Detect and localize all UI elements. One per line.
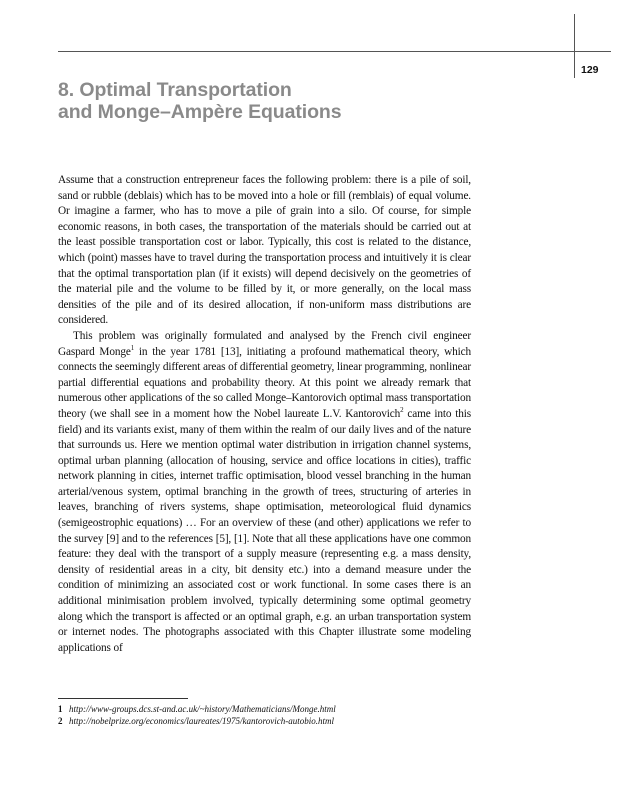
body-text [58,173,471,656]
footnotes [58,703,528,727]
paragraph-2-part2: in the year 1781 [13], initiating a profound mathematical theory, which connects the seemingly different areas of differential geometry, linear programming, nonlinear partial differential equations and probability theory. At this point we already remark that numerous other applications of the so called Monge–Kantorovich optimal mass transportation theory (we shall see in a moment how the Nobel laureate L.V. Kantorovich [58,345,471,420]
footnote-number: 1 [58,704,63,714]
footnote-1 [58,703,528,715]
paragraph-2 [58,329,471,656]
footnote-link[interactable]: http://nobelprize.org/economics/laureates/1975/kantorovich-autobio.html [69,716,334,726]
paragraph-2-part1: This problem was originally formulated and analysed by the French civil engineer Gaspard Monge [58,329,471,358]
footnote-number: 2 [58,716,63,726]
footnote-link[interactable]: http://www-groups.dcs.st-and.ac.uk/~history/Mathematicians/Monge.html [69,704,336,714]
header-vertical-rule [574,14,575,78]
footnote-ref-1[interactable]: 1 [130,343,135,352]
page-number: 129 [581,64,599,76]
paragraph-1: Assume that a construction entrepreneur faces the following problem: there is a pile of soil, sand or rubble (deblais) which has to be moved into a hole or fill (remblais) of equal volume. Or imagine a farmer, who has to move a pile of grain into a silo. Of course, for simple economic reasons, in both cases, the transportation of the materials should be carried out at the least possible transportation cost or labor. Typically, this cost is related to the distance, which (point) masses have to travel during the transportation process and intuitively it is clear that the optimal transportation plan (if it exists) will depend decisively on the geometries of the material pile and the volume to be filled by it, or more generally, on the local mass densities of the pile and of its desired allocation, if non-uniform mass distributions are considered. [58,174,471,327]
footnote-ref-2[interactable]: 2 [400,406,404,415]
paragraph-2-part3: came into this field) and its variants exist, many of them within the realm of our daily lives and of the nature that surrounds us. Here we mention optimal water distribution in irrigation channel systems, optimal urban planning (allocation of housing, service and office locations in cities), traffic network planning in cities, internet traffic optimisation, blood vessel branching in the human arterial/venous system, optimal branching in the growth of trees, structuring of arteries in leaves, branching of rivers systems, shape optimisation, meteorological fluid dynamics (semigeostrophic equations) … For an overview of these (and other) applications we refer to the survey [9] and to the references [5], [1]. Note that all these applications have one common feature: they deal with the transport of a supply measure (representing e.g. a mass density, density of residential areas in a city, bit density etc.) into a demand measure under the condition of minimizing an associated cost or work functional. In some cases there is an additional minimisation problem involved, typically determining some optimal geometry along which the transport is affected or an optimal graph, e.g. an urban transportation system or internet nodes. The photographs associated with this Chapter illustrate some modeling applications of [58,407,471,654]
chapter-title-line2: and Monge–Ampère Equations [58,101,342,123]
footnote-rule [58,698,188,699]
chapter-title [58,79,341,123]
footnote-2 [58,715,528,727]
header-rule [58,51,611,52]
chapter-title-line1: 8. Optimal Transportation [58,79,292,101]
